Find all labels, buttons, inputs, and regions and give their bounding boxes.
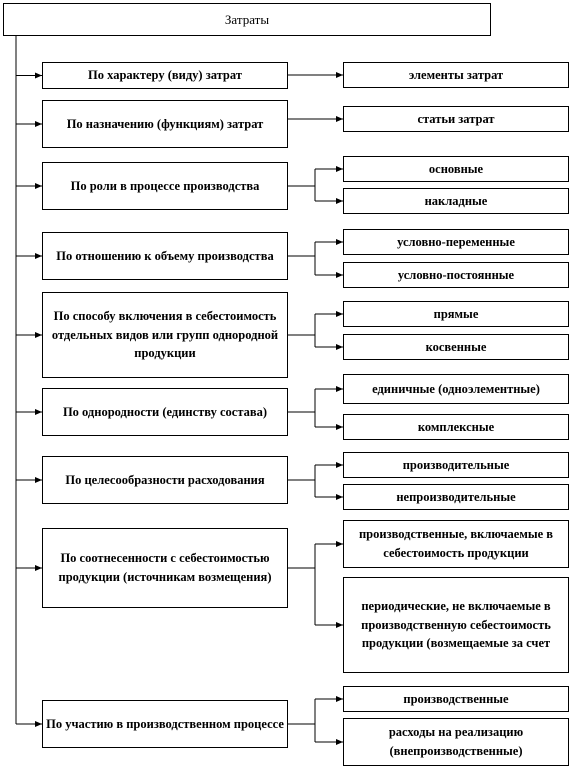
child-label: расходы на реализацию (внепроизводственные) xyxy=(388,725,524,758)
child-box xyxy=(343,520,569,568)
root-label: Затраты xyxy=(224,11,270,27)
root-node xyxy=(3,3,491,36)
child-arrowhead xyxy=(336,541,343,547)
child-box xyxy=(343,229,569,255)
child-box xyxy=(343,374,569,404)
child-arrowhead xyxy=(336,272,343,278)
category-label: По отношению к объему производства xyxy=(56,248,274,263)
category-box xyxy=(42,700,288,748)
child-arrowhead xyxy=(336,424,343,430)
category-box xyxy=(42,528,288,608)
child-label: единичные (одноэлементные) xyxy=(372,381,540,396)
child-arrowhead xyxy=(336,344,343,350)
branch-arrowhead xyxy=(35,253,42,259)
child-label: основные xyxy=(428,161,484,176)
child-label: накладные xyxy=(424,193,488,208)
child-arrowhead xyxy=(336,239,343,245)
branch-arrowhead xyxy=(35,565,42,571)
child-label: производственные, включаемые в себестоимость продукции xyxy=(358,527,554,560)
branch-arrowhead xyxy=(35,409,42,415)
child-arrowhead xyxy=(336,494,343,500)
category-label: По роли в процессе производства xyxy=(70,178,260,193)
child-box xyxy=(343,718,569,766)
child-box xyxy=(343,62,569,88)
category-label: По соотнесенности с себестоимостью продукции (источникам возмещения) xyxy=(58,551,272,584)
category-box xyxy=(42,162,288,210)
child-label: производственные xyxy=(403,691,509,706)
category-label: По однородности (единству состава) xyxy=(62,404,268,419)
category-box xyxy=(42,62,288,89)
child-label: условно-переменные xyxy=(397,234,515,249)
child-label: непроизводительные xyxy=(396,489,516,504)
child-box xyxy=(343,686,569,712)
branch-arrowhead xyxy=(35,332,42,338)
child-arrowhead xyxy=(336,198,343,204)
child-label: комплексные xyxy=(417,419,495,434)
child-box xyxy=(343,334,569,360)
child-arrowhead xyxy=(336,696,343,702)
category-box xyxy=(42,388,288,436)
child-label: элементы затрат xyxy=(408,67,504,82)
child-label: периодические, не включаемые в производственную себестоимость продукции (возмещаемые за счет xyxy=(361,598,551,651)
child-box xyxy=(343,262,569,288)
child-box xyxy=(343,188,569,214)
category-label: По способу включения в себестоимость отдельных видов или групп однородной продукции xyxy=(51,308,279,361)
category-label: По назначению (функциям) затрат xyxy=(66,116,264,131)
child-box xyxy=(343,106,569,132)
child-arrowhead xyxy=(336,72,343,78)
child-arrowhead xyxy=(336,622,343,628)
category-label: По целесообразности расходования xyxy=(65,472,265,487)
child-box xyxy=(343,452,569,478)
child-label: прямые xyxy=(433,306,479,321)
child-box xyxy=(343,414,569,440)
child-label: условно-постоянные xyxy=(397,267,515,282)
category-box xyxy=(42,100,288,148)
child-arrowhead xyxy=(336,166,343,172)
child-arrowhead xyxy=(336,386,343,392)
child-arrowhead xyxy=(336,462,343,468)
category-label: По участию в производственном процессе xyxy=(46,716,284,731)
child-label: статьи затрат xyxy=(417,111,495,126)
child-arrowhead xyxy=(336,739,343,745)
child-box xyxy=(343,301,569,327)
branch-arrowhead xyxy=(35,73,42,79)
child-box xyxy=(343,577,569,673)
branch-arrowhead xyxy=(35,721,42,727)
category-label: По характеру (виду) затрат xyxy=(88,68,242,83)
branch-arrowhead xyxy=(35,477,42,483)
category-box xyxy=(42,292,288,378)
child-label: производительные xyxy=(402,457,510,472)
child-box xyxy=(343,484,569,510)
category-box xyxy=(42,232,288,280)
category-box xyxy=(42,456,288,504)
child-arrowhead xyxy=(336,116,343,122)
branch-arrowhead xyxy=(35,121,42,127)
child-box xyxy=(343,156,569,182)
child-label: косвенные xyxy=(425,339,487,354)
child-arrowhead xyxy=(336,311,343,317)
branch-arrowhead xyxy=(35,183,42,189)
